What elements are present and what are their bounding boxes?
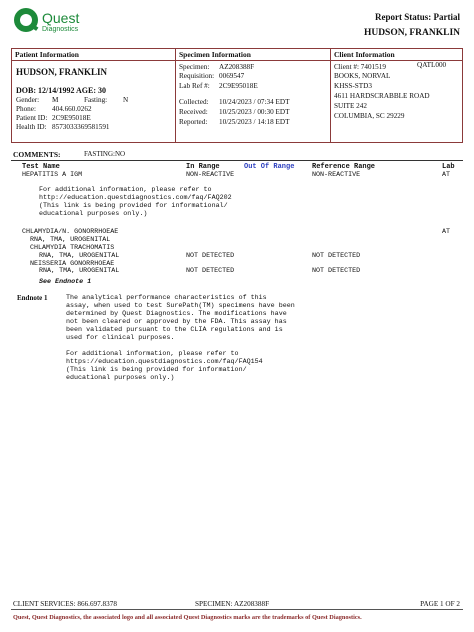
specimen-info-column: [175, 49, 331, 142]
client-number: Client #: 7401519: [334, 63, 386, 71]
endnote-text-line: been validated pursuant to the CLIA regulations and is: [66, 326, 283, 334]
collected-value: 10/24/2023 / 07:34 EDT: [219, 98, 290, 106]
hep-lab: AT: [442, 171, 451, 179]
comments-value: FASTING:NO: [84, 150, 126, 158]
footer-specimen: SPECIMEN: AZ208388F: [195, 600, 270, 608]
labref-value: 2C9E95018E: [219, 82, 258, 90]
health-id-value: 8573033369581591: [52, 123, 110, 131]
patient-id-value: 2C9E95018E: [52, 114, 91, 122]
client-physician: BOOKS, NORVAL: [334, 72, 391, 80]
endnote-text-line: (This link is being provided for information/: [66, 366, 247, 374]
hep-test-name: HEPATITIS A IGM: [22, 171, 83, 179]
client-code: QATL000: [417, 61, 447, 69]
endnote-text-line: The analytical performance characteristics of this: [66, 294, 267, 302]
specimen-value: AZ208388F: [219, 63, 255, 71]
requisition-label: Requisition:: [179, 72, 215, 80]
hep-note-link[interactable]: http://education.questdiagnostics.com/faq/FAQ202: [39, 194, 232, 202]
hep-note-line: For additional information, please refer to: [39, 186, 212, 194]
chlamydia-in-range: NOT DETECTED: [186, 252, 235, 260]
table-top-rule: [11, 160, 463, 161]
hep-note-line: educational purposes only.): [39, 210, 148, 218]
brand-name: Quest: [42, 10, 80, 26]
brand-subname: Diagnostics: [42, 26, 79, 33]
patient-info-heading: Patient Information: [12, 49, 175, 61]
hep-in-range: NON-REACTIVE: [186, 171, 235, 179]
client-city-state: COLUMBIA, SC 29229: [334, 112, 405, 120]
col-lab: Lab: [442, 163, 455, 171]
hep-reference: NON-REACTIVE: [312, 171, 361, 179]
requisition-value: 0069547: [219, 72, 245, 80]
endnote-text-line: not been cleared or approved by the FDA. This assay has: [66, 318, 287, 326]
col-out-of-range: Out Of Range: [244, 163, 295, 171]
reported-value: 10/25/2023 / 14:18 EDT: [219, 118, 290, 126]
fasting-label: Fasting:: [84, 96, 108, 104]
phone-label: Phone:: [16, 105, 36, 113]
col-reference-range: Reference Range: [312, 163, 376, 171]
reported-label: Reported:: [179, 118, 208, 126]
client-info-column: [330, 49, 462, 142]
gonorrhoeae-reference: NOT DETECTED: [312, 267, 361, 275]
endnote-label: Endnote 1: [17, 294, 48, 302]
info-box: [11, 48, 463, 143]
patient-info-column: [12, 49, 175, 142]
comments-label: COMMENTS:: [13, 150, 61, 159]
received-value: 10/25/2023 / 00:30 EDT: [219, 108, 290, 116]
endnote-text-line: educational purposes only.): [66, 374, 175, 382]
chlamydia-test-name: CHLAMYDIA TRACHOMATIS: [30, 244, 115, 252]
chlamydia-reference: NOT DETECTED: [312, 252, 361, 260]
gender-value: M: [52, 96, 59, 104]
specimen-label: Specimen:: [179, 63, 210, 71]
ct-ng-panel-method: RNA, TMA, UROGENITAL: [30, 236, 111, 244]
client-site: KHSS-STD3: [334, 82, 372, 90]
report-status: Report Status: Partial: [375, 12, 460, 22]
see-endnote: See Endnote 1: [39, 278, 92, 286]
header-patient-name: HUDSON, FRANKLIN: [363, 28, 460, 38]
footer-rule: [11, 609, 463, 610]
gonorrhoeae-in-range: NOT DETECTED: [186, 267, 235, 275]
received-label: Received:: [179, 108, 208, 116]
client-address-line2: SUITE 242: [334, 102, 367, 110]
endnote-text-line: For additional information, please refer to: [66, 350, 239, 358]
hep-note-line: (This link is being provided for informational/: [39, 202, 228, 210]
col-test-name: Test Name: [22, 163, 60, 171]
collected-label: Collected:: [179, 98, 209, 106]
client-address-line1: 4611 HARDSCRABBLE ROAD: [334, 92, 430, 100]
client-services: CLIENT SERVICES: 866.697.8378: [13, 600, 117, 608]
specimen-info-heading: Specimen Information: [176, 49, 331, 61]
health-id-label: Health ID:: [16, 123, 47, 131]
fasting-value: N: [123, 96, 129, 104]
labref-label: Lab Ref #:: [179, 82, 210, 90]
client-info-heading: Client Information: [331, 49, 462, 61]
page-number: PAGE 1 OF 2: [420, 600, 460, 608]
col-in-range: In Range: [186, 163, 220, 171]
phone-value: 404.660.0262: [52, 105, 92, 113]
dob-age: DOB: 12/14/1992 AGE: 30: [16, 86, 107, 95]
endnote-text-line: determined by Quest Diagnostics. The modifications have: [66, 310, 287, 318]
gonorrhoeae-test-name: NEISSERIA GONORRHOEAE: [30, 260, 115, 268]
gonorrhoeae-test-method: RNA, TMA, UROGENITAL: [39, 267, 120, 275]
ct-ng-panel-name: CHLAMYDIA/N. GONORRHOEAE: [22, 228, 119, 236]
trademark-notice: Quest, Quest Diagnostics, the associated logo and all associated Quest Diagnostics marks are the trademarks of Quest Diagnostics.: [13, 614, 362, 621]
endnote-text-line: used for clinical purposes.: [66, 334, 175, 342]
patient-name: HUDSON, FRANKLIN: [16, 67, 108, 77]
patient-id-label: Patient ID:: [16, 114, 48, 122]
ct-ng-lab: AT: [442, 228, 451, 236]
endnote-text-line: assay, when used to test SurePath(TM) specimens have been: [66, 302, 295, 310]
chlamydia-test-method: RNA, TMA, UROGENITAL: [39, 252, 120, 260]
gender-label: Gender:: [16, 96, 40, 104]
endnote-link[interactable]: https://education.questdiagnostics.com/faq/FAQ154: [66, 358, 263, 366]
